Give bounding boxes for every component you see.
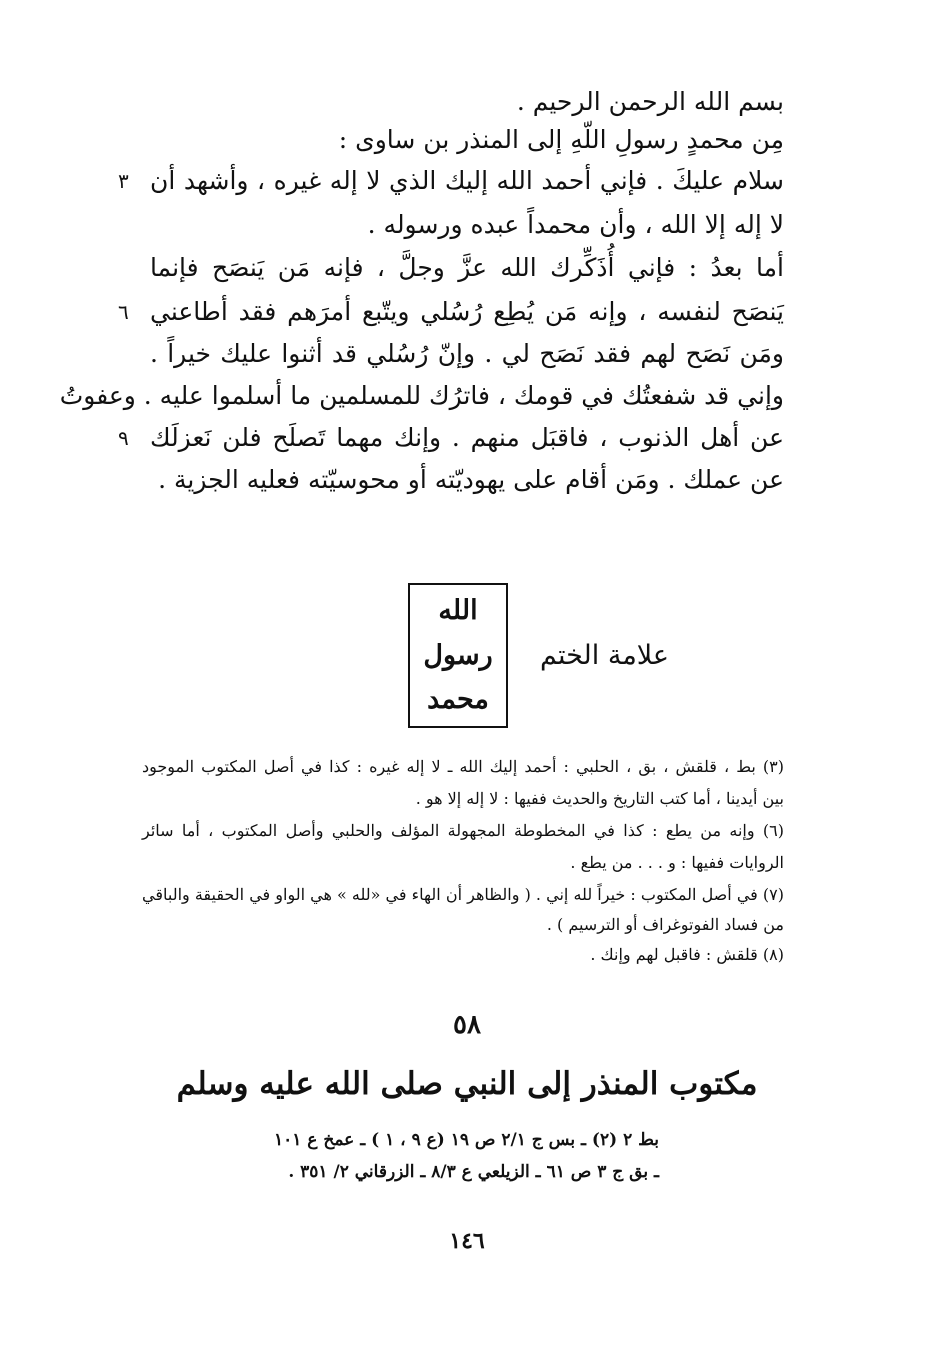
footnote-6b: الروايات ففيها : و . . . من يطع . <box>570 853 784 872</box>
line-number-9: ٩ <box>118 426 129 450</box>
line-number-6: ٦ <box>118 300 129 324</box>
page-number: ١٤٦ <box>449 1228 485 1254</box>
text-line-9: عن أهل الذنوب ، فاقبَل منهم . وإنك مهما تَصلَح فلن نَعزلَك <box>150 423 784 452</box>
seal-label: علامة الختم <box>540 640 670 671</box>
basmala-line: بسم الله الرحمن الرحيم . <box>516 87 784 116</box>
chapter-number: ٥٨ <box>453 1010 481 1040</box>
reference-line-2: ـ بق ج ٣ ص ٦١ ـ الزيلعي ع ٨/٣ ـ الزرقاني ٢/ ٣٥١ . <box>288 1162 659 1182</box>
seal-line-rasul: رسول <box>423 639 493 671</box>
footnote-7a: (٧) في أصل المكتوب : خيراً لله إني . ( والظاهر أن الهاء في «لله » هي الواو في الحقيقة والباقي <box>142 885 784 904</box>
seal-box <box>408 583 508 728</box>
footnote-3a: (٣) بط ، قلقش ، بق ، الحلبي : أحمد إليك الله ـ لا إله غيره : كذا في أصل المكتوب الموجود <box>142 757 784 776</box>
sender-line: مِن محمدٍ رسولِ اللّهِ إلى المنذر بن ساوى : <box>338 125 784 154</box>
reference-line-1: بط ٢ (٢) ـ بس ج ٢/١ ص ١٩ (ع ٩ ، ١ ) ـ عمخ ع ١٠١ <box>273 1130 659 1150</box>
text-line-3: سلام عليكَ . فإني أحمد الله إليك الذي لا إله غيره ، وأشهد أن <box>150 166 784 195</box>
text-line-10: عن عملك . ومَن أقام على يهوديّته أو محوسيّته فعليه الجزية . <box>158 465 784 494</box>
text-line-4: لا إله إلا الله ، وأن محمداً عبده ورسوله . <box>367 210 784 239</box>
footnote-6a: (٦) وإنه من يطع : كذا في المخطوطة المجهولة المؤلف والحلبي وأصل المكتوب ، أما سائر <box>142 821 784 840</box>
text-line-8: وإني قد شفعتُك في قومك ، فاترُك للمسلمين ما أسلموا عليه . وعفوتُ <box>59 381 784 410</box>
chapter-title: مكتوب المنذر إلى النبي صلى الله عليه وسلم <box>176 1066 758 1102</box>
footnote-3b: بين أيدينا ، أما كتب التاريخ والحديث ففيها : لا إله إلا هو . <box>415 789 784 808</box>
footnote-7b: من فساد الفوتوغراف أو الترسيم ) . <box>546 915 784 934</box>
text-line-5: أما بعدُ : فإني أُذَكِّرك الله عزَّ وجلَّ ، فإنه مَن يَنصَح فإنما <box>150 253 784 282</box>
line-number-3: ٣ <box>118 169 129 193</box>
seal-line-allah: الله <box>438 595 478 627</box>
text-line-7: ومَن نَصَح لهم فقد نَصَح لي . وإنّ رُسُلي قد أثنوا عليك خيراً . <box>150 339 784 368</box>
text-line-6: يَنصَح لنفسه ، وإنه مَن يُطِع رُسُلي ويتّبع أمرَهم فقد أطاعني <box>150 297 784 326</box>
footnote-8: (٨) قلقش : فاقبل لهم وإنك . <box>590 945 784 964</box>
seal-line-muhammad: محمد <box>427 683 489 715</box>
